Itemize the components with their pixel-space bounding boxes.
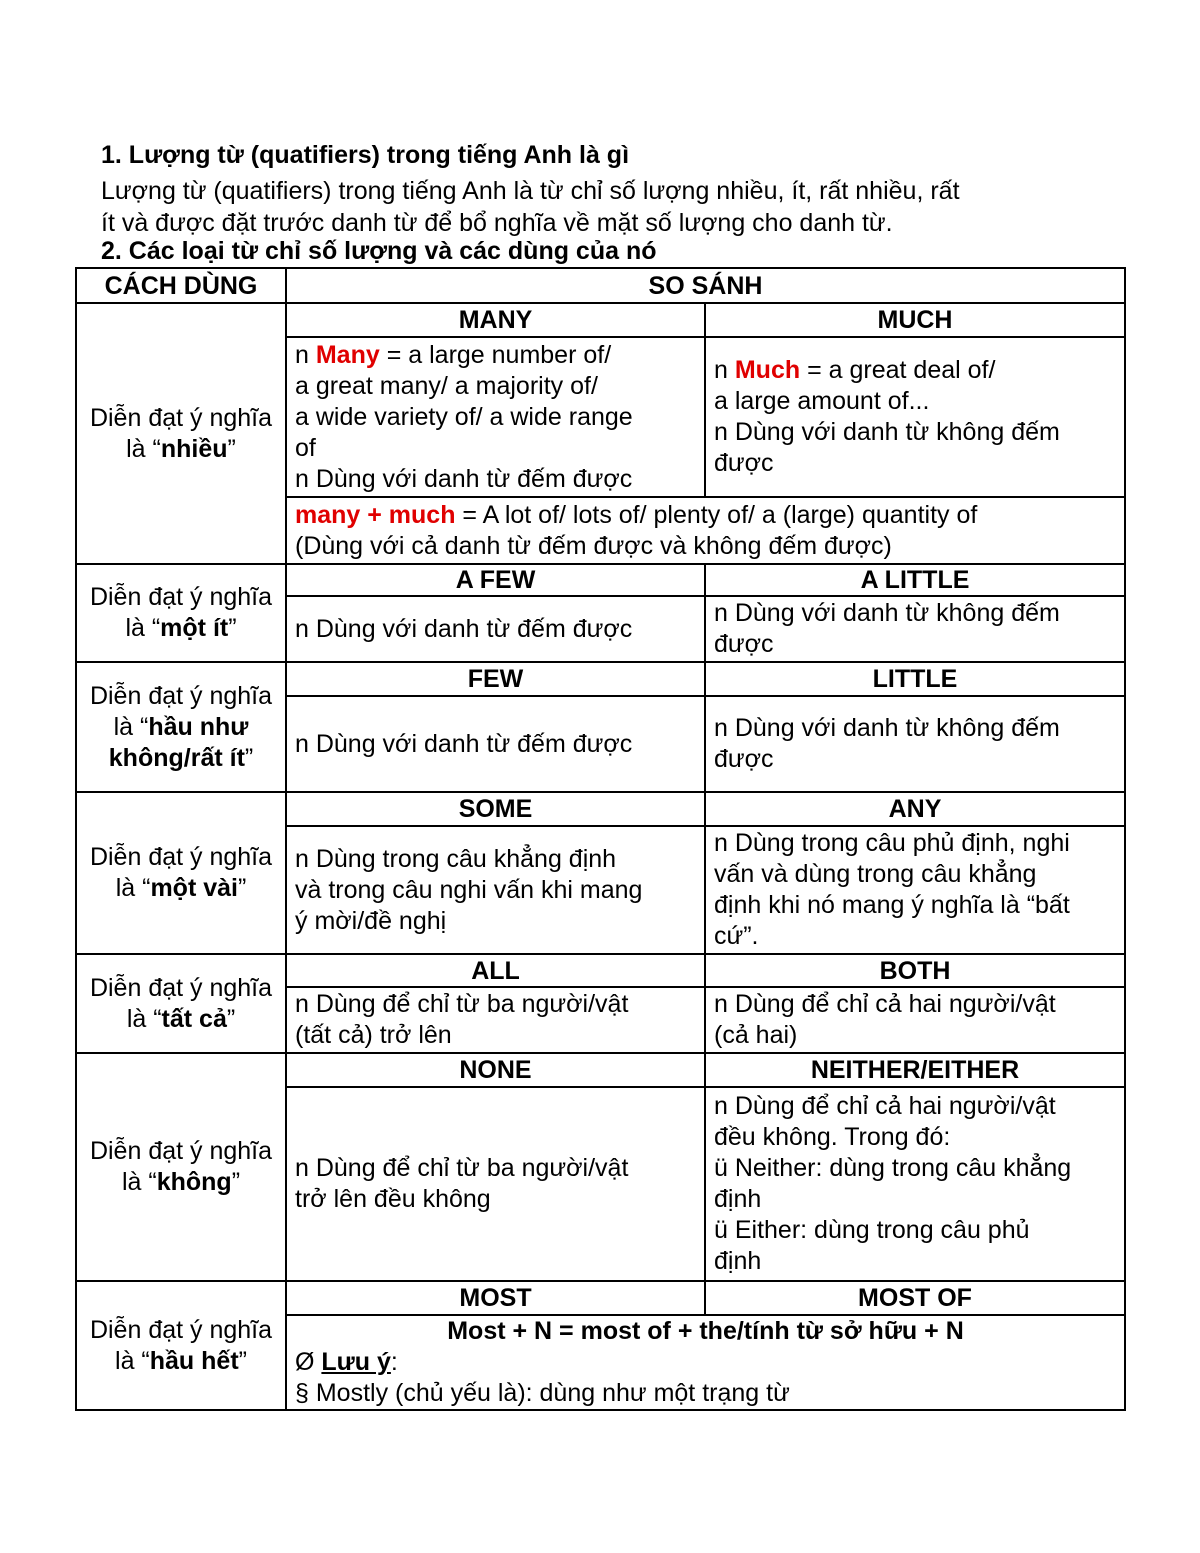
table-row-a-few-head (76, 564, 1125, 596)
quantifier-a-little-head: A LITTLE (705, 564, 1125, 596)
quantifier-few-head: FEW (286, 662, 705, 696)
a-few-description: n Dùng với danh từ đếm được (286, 596, 705, 662)
intro-line: Lượng từ (quatifiers) trong tiếng Anh là từ chỉ số lượng nhiều, ít, rất nhiều, rất (101, 177, 960, 205)
table-header-row (76, 268, 1125, 303)
a-little-description: n Dùng với danh từ không đếm được (705, 596, 1125, 662)
quantifier-all-head: ALL (286, 954, 705, 987)
section-heading-1: 1. Lượng từ (quatifiers) trong tiếng Anh là gì (101, 141, 630, 169)
quantifier-none-head: NONE (286, 1053, 705, 1087)
quantifier-neither-either-head: NEITHER/EITHER (705, 1053, 1125, 1087)
intro-paragraph (101, 175, 1091, 239)
table-row-most-head (76, 1281, 1125, 1315)
quantifier-both-head: BOTH (705, 954, 1125, 987)
few-description: n Dùng với danh từ đếm được (286, 696, 705, 792)
none-description: n Dùng để chỉ từ ba người/vật trở lên đều không (286, 1087, 705, 1281)
many-description: n Many = a large number of/ a great many/ a majority of/ a wide variety of/ a wide range of n Dùng với danh từ đếm được (286, 337, 705, 497)
usage-label-all: Diễn đạt ý nghĩa là “tất cả” (76, 954, 286, 1053)
section-heading-2: 2. Các loại từ chỉ số lượng và các dùng của nó (101, 237, 657, 265)
usage-label-some: Diễn đạt ý nghĩa là “một vài” (76, 792, 286, 954)
table-row-some-head (76, 792, 1125, 826)
quantifier-most-of-head: MOST OF (705, 1281, 1125, 1315)
header-compare: SO SÁNH (286, 268, 1125, 303)
quantifier-a-few-head: A FEW (286, 564, 705, 596)
note-line: Ø Lưu ý: (295, 1348, 398, 1376)
table-row-few-head (76, 662, 1125, 696)
little-description: n Dùng với danh từ không đếm được (705, 696, 1125, 792)
quantifiers-table (75, 267, 1126, 1411)
many-much-description: many + much = A lot of/ lots of/ plenty of/ a (large) quantity of (Dùng với cả danh từ đếm được và không đếm được) (286, 497, 1125, 564)
intro-line: ít và được đặt trước danh từ để bổ nghĩa về mặt số lượng cho danh từ. (101, 209, 893, 237)
usage-label-none: Diễn đạt ý nghĩa là “không” (76, 1053, 286, 1281)
table-row-many-much-head (76, 303, 1125, 337)
neither-either-description: n Dùng để chỉ cả hai người/vật đều không. Trong đó: ü Neither: dùng trong câu khẳng định ü Either: dùng trong câu phủ định (705, 1087, 1125, 1281)
quantifier-any-head: ANY (705, 792, 1125, 826)
most-description (286, 1315, 1125, 1410)
usage-label-most: Diễn đạt ý nghĩa là “hầu hết” (76, 1281, 286, 1410)
table-row-all-head (76, 954, 1125, 987)
usage-label-a-few: Diễn đạt ý nghĩa là “một ít” (76, 564, 286, 662)
most-formula: Most + N = most of + the/tính từ sở hữu + N (447, 1317, 964, 1345)
usage-label-few: Diễn đạt ý nghĩa là “hầu như không/rất ít” (76, 662, 286, 792)
quantifier-some-head: SOME (286, 792, 705, 826)
all-description: n Dùng để chỉ từ ba người/vật (tất cả) trở lên (286, 987, 705, 1053)
header-usage: CÁCH DÙNG (76, 268, 286, 303)
usage-label-many: Diễn đạt ý nghĩa là “nhiều” (76, 303, 286, 564)
table-row-none-head (76, 1053, 1125, 1087)
much-description: n Much = a great deal of/ a large amount of... n Dùng với danh từ không đếm được (705, 337, 1125, 497)
both-description: n Dùng để chỉ cả hai người/vật (cả hai) (705, 987, 1125, 1053)
any-description: n Dùng trong câu phủ định, nghi vấn và dùng trong câu khẳng định khi nó mang ý nghĩa là “bất cứ”. (705, 826, 1125, 954)
quantifier-little-head: LITTLE (705, 662, 1125, 696)
quantifier-much-head: MUCH (705, 303, 1125, 337)
some-description: n Dùng trong câu khẳng định và trong câu nghi vấn khi mang ý mời/đề nghị (286, 826, 705, 954)
quantifier-many-head: MANY (286, 303, 705, 337)
quantifier-most-head: MOST (286, 1281, 705, 1315)
mostly-note: § Mostly (chủ yếu là): dùng như một trạng từ (295, 1379, 790, 1407)
